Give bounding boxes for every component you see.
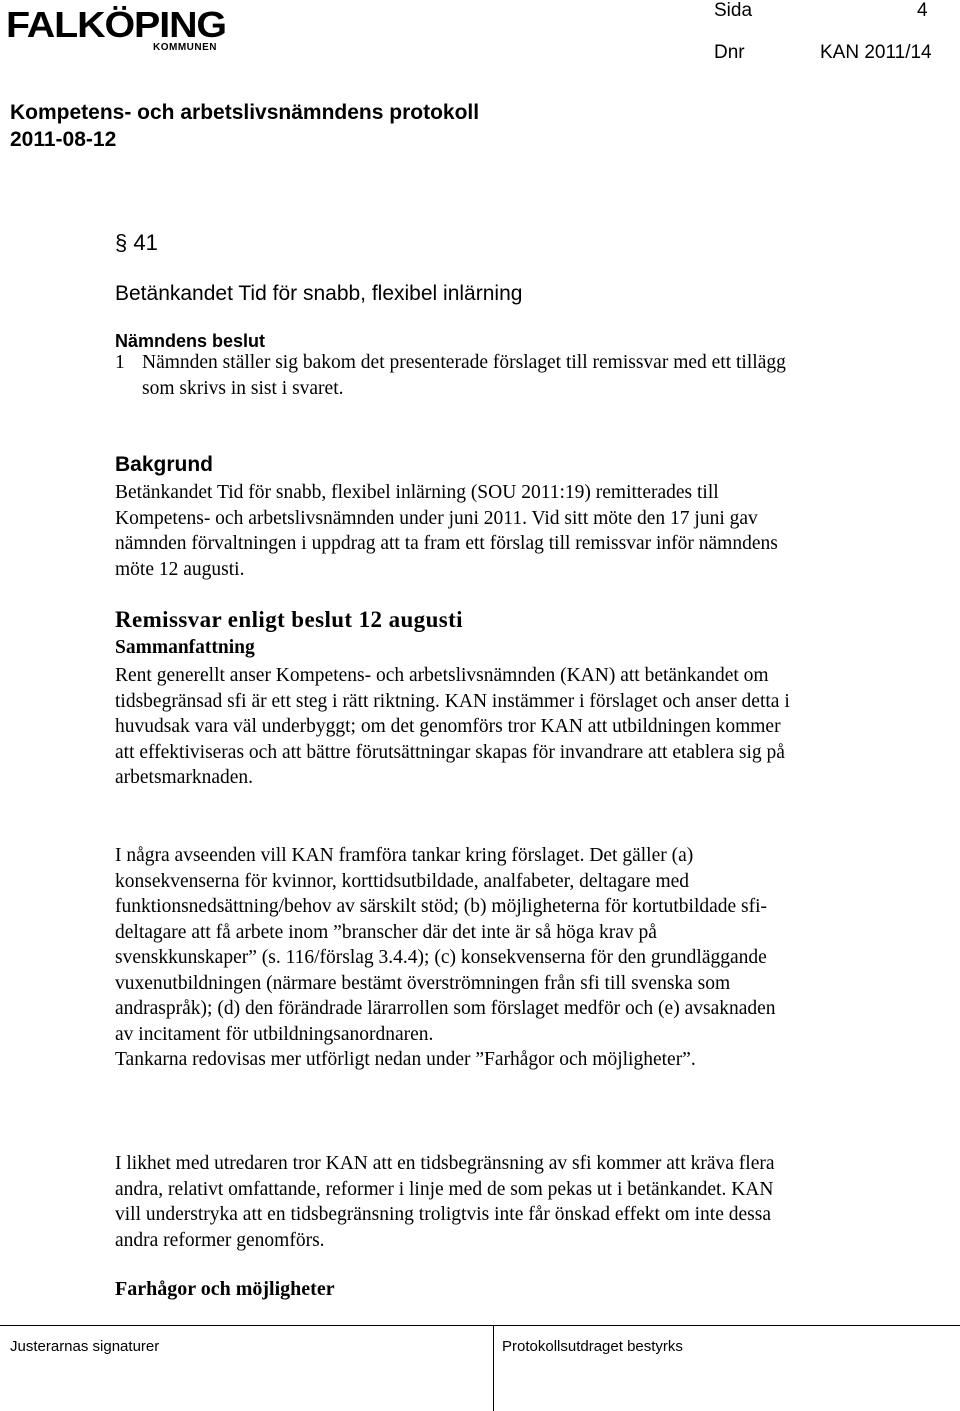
document-date: 2011-08-12 <box>10 128 117 151</box>
paragraph-number: § 41 <box>115 230 158 255</box>
concerns-heading: Farhågor och möjligheter <box>115 1278 335 1300</box>
summary-paragraph-1 <box>115 663 795 791</box>
document-title: Kompetens- och arbetslivsnämndens protokoll <box>10 101 480 124</box>
summary-paragraph-3 <box>115 1151 795 1253</box>
decision-item <box>115 350 805 401</box>
summary-label: Sammanfattning <box>115 637 255 658</box>
background-paragraph: Betänkandet Tid för snabb, flexibel inlärning (SOU 2011:19) remitterades till Kompetens- och arbetslivsnämnden under juni 2011. Vid sitt möte den 17 juni gav nämnden förvaltningen i uppdrag att ta fram ett förslag till remissvar inför nämndens möte 12 augusti. <box>115 482 778 580</box>
summary-text: Rent generellt anser Kompetens- och arbetslivsnämnden (KAN) att betänkandet om tidsbegränsad sfi är ett steg i rätt riktning. KAN instämmer i förslaget och anser detta i huvudsak vara väl underbyggt; om det genomförs tror KAN att utbildningen kommer att effektiviseras och att bättre förutsättningar skapas för invandrare att etablera sig på arbetsmarknaden. <box>115 665 790 788</box>
decision-label: Nämndens beslut <box>115 331 266 351</box>
logo-subtext: KOMMUNEN <box>153 42 217 53</box>
section-heading: Betänkandet Tid för snabb, flexibel inlärning <box>115 282 523 305</box>
falkoping-logo <box>6 6 236 54</box>
remissvar-heading: Remissvar enligt beslut 12 augusti <box>115 607 463 632</box>
summary-text: I några avseenden vill KAN framföra tankar kring förslaget. Det gäller (a) konsekvenserna för kvinnor, korttidsutbildade, analfabeter, deltagare med funktionsnedsättning/behov av särskilt stöd; (b) möjligheterna för kortutbildade sfi-deltagare att få arbete inom ”branscher där det inte är så höga krav på svenskkunskaper” (s. 116/förslag 3.4.4); (c) konsekvenserna för den grundläggande vuxenutbildningen (närmare bestämt överströmningen från sfi till svenska som andraspråk); (d) den förändrade lärarrollen som förslaget medför och (e) avsaknaden av incitament för utbildningsanordnaren. <box>115 845 776 1045</box>
decision-item-number: 1 <box>115 352 125 373</box>
summary-text: Tankarna redovisas mer utförligt nedan under ”Farhågor och möjligheter”. <box>115 1049 696 1070</box>
dnr-value: KAN 2011/14 <box>820 42 932 63</box>
dnr-label: Dnr <box>714 42 745 63</box>
decision-item-text: Nämnden ställer sig bakom det presenterade förslaget till remissvar med ett tillägg som skrivs in sist i svaret. <box>142 352 786 399</box>
bestyrks-cell <box>494 1326 960 1411</box>
summary-text: I likhet med utredaren tror KAN att en tidsbegränsning av sfi kommer att kräva flera andra, relativt omfattande, reformer i linje med de som pekas ut i betänkandet. KAN vill understryka att en tidsbegränsning troligtvis inte får önskad effekt om inte dessa andra reformer genomförs. <box>115 1153 775 1251</box>
background-heading: Bakgrund <box>115 453 214 476</box>
justerarnas-cell <box>0 1326 494 1411</box>
page-number: 4 <box>917 0 928 21</box>
falkoping-logo-graphic <box>6 6 236 54</box>
logo-wordmark: FALKÖPING <box>6 6 226 45</box>
background-text <box>115 480 795 582</box>
bestyrks-label: Protokollsutdraget bestyrks <box>502 1338 683 1355</box>
signature-footer <box>0 1325 960 1411</box>
justerarnas-label: Justerarnas signaturer <box>10 1338 160 1355</box>
summary-paragraph-2 <box>115 843 795 1073</box>
page-label: Sida <box>714 0 753 21</box>
